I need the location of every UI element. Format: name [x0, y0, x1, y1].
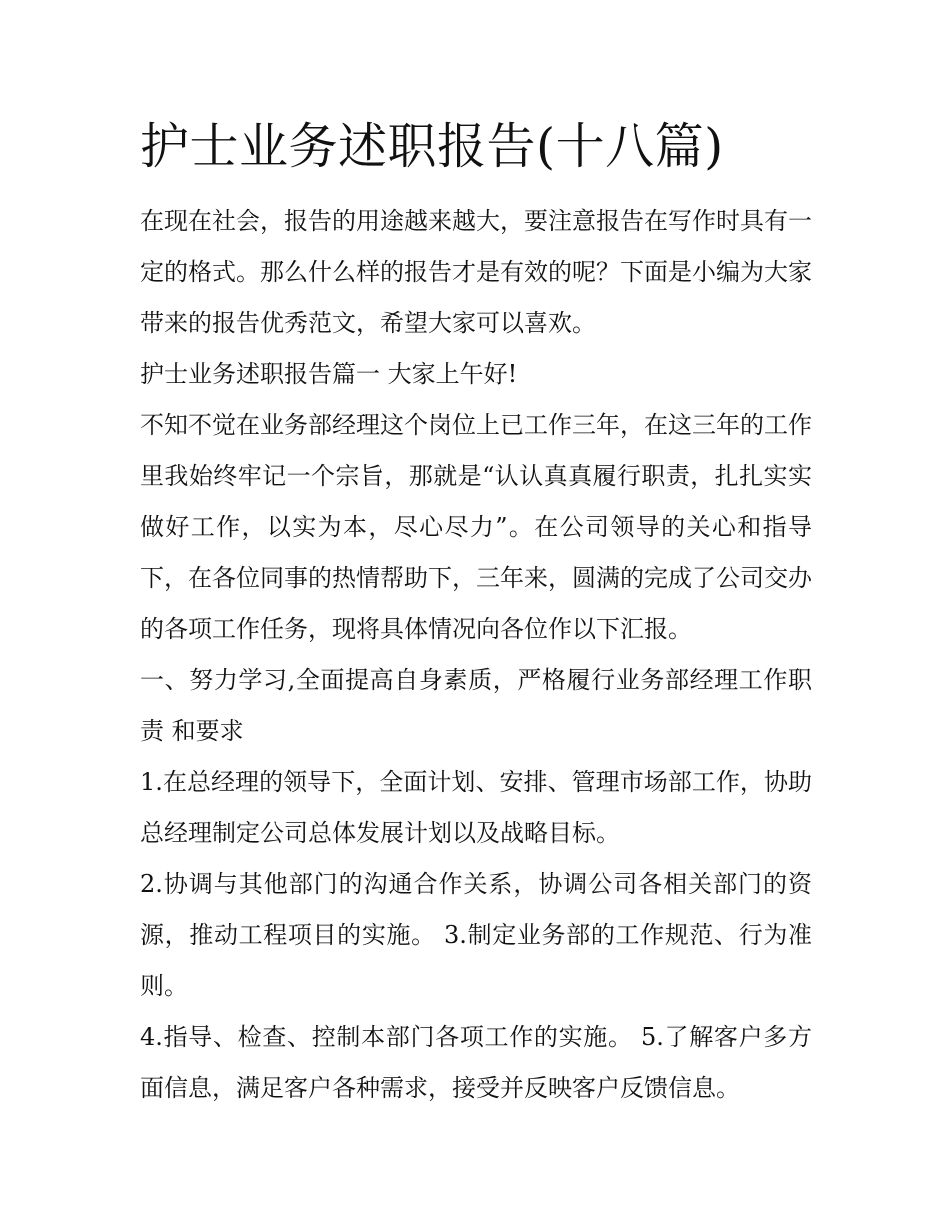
paragraph-intro: 在现在社会，报告的用途越来越大，要注意报告在写作时具有一定的格式。那么什么样的报告才是有效的呢？下面是小编为大家带来的报告优秀范文，希望大家可以喜欢。	[140, 207, 812, 337]
section-heading-1: 一、努力学习,全面提高自身素质，严格履行业务部经理工作职责 和要求	[140, 666, 812, 745]
list-item-1: 1.在总经理的领导下，全面计划、安排、管理市场部工作，协助总经理制定公司总体发展计划以及战略目标。	[140, 768, 812, 847]
document-title: 护士业务述职报告(十八篇)	[140, 118, 724, 175]
list-item-2-3: 2.协调与其他部门的沟通合作关系，协调公司各相关部门的资源，推动工程项目的实施。 3.制定业务部的工作规范、行为准则。	[140, 870, 812, 1000]
document-page	[140, 112, 812, 1114]
paragraph-greeting: 护士业务述职报告篇一 大家上午好!	[140, 360, 518, 388]
paragraph-summary: 不知不觉在业务部经理这个岗位上已工作三年，在这三年的工作里我始终牢记一个宗旨，那就是“认认真真履行职责，扎扎实实做好工作，以实为本，尽心尽力”。在公司领导的关心和指导下，在各位同事的热情帮助下，三年来，圆满的完成了公司交办的各项工作任务，现将具体情况向各位作以下汇报。	[140, 411, 812, 643]
list-item-4-5: 4.指导、检查、控制本部门各项工作的实施。 5.了解客户多方面信息，满足客户各种需求，接受并反映客户反馈信息。	[140, 1023, 812, 1102]
